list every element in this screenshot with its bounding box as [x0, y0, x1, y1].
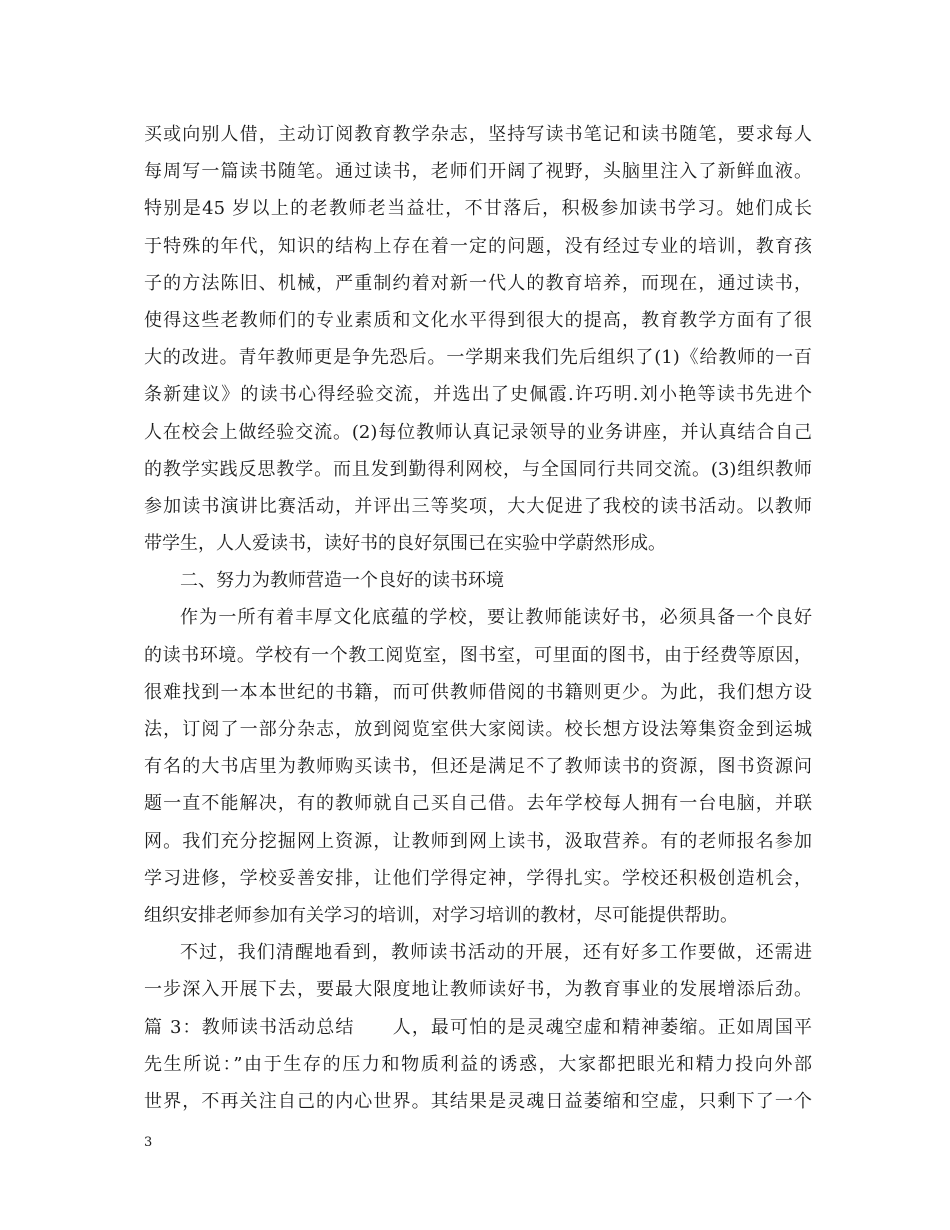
text-line: 组织安排老师参加有关学习的培训，对学习培训的教材，尽可能提供帮助。 — [144, 904, 738, 926]
section-heading: 二、努力为教师营造一个良好的读书环境 — [180, 570, 504, 592]
document-body — [144, 116, 812, 1120]
text-line: 的读书环境。学校有一个教工阅览室，图书室，可里面的图书，由于经费等原因， — [144, 644, 812, 666]
text-line: 参加读书演讲比赛活动，并评出三等奖项，大大促进了我校的读书活动。以教师 — [144, 495, 812, 517]
text-line: 很难找到一本本世纪的书籍，而可供教师借阅的书籍则更少。为此，我们想方设 — [144, 681, 812, 703]
text-line: 有名的大书店里为教师购买读书，但还是满足不了教师读书的资源，图书资源问 — [144, 756, 812, 778]
text-line: 特别是45 岁以上的老教师老当益壮，不甘落后，积极参加读书学习。她们成长 — [144, 198, 812, 220]
text-line: 使得这些老教师们的专业素质和文化水平得到很大的提高，教育教学方面有了很 — [144, 309, 812, 331]
text-line: 篇 3：教师读书活动总结 人，最可怕的是灵魂空虚和精神萎缩。正如周国平 — [144, 1016, 812, 1038]
text-line: 带学生，人人爱读书，读好书的良好氛围已在实验中学蔚然形成。 — [144, 533, 666, 555]
text-line: 一步深入开展下去，要最大限度地让教师读好书，为教育事业的发展增添后劲。 — [144, 979, 812, 1001]
text-line: 大的改进。青年教师更是争先恐后。一学期来我们先后组织了(1)《给教师的一百 — [144, 347, 812, 369]
text-line: 法，订阅了一部分杂志，放到阅览室供大家阅读。校长想方设法筹集资金到运城 — [144, 719, 812, 740]
text-line: 世界，不再关注自己的内心世界。其结果是灵魂日益萎缩和空虚，只剩下了一个 — [144, 1090, 812, 1112]
text-line: 条新建议》的读书心得经验交流，并选出了史佩霞.许巧明.刘小艳等读书先进个 — [144, 384, 812, 406]
text-line: 的教学实践反思教学。而且发到勤得利网校，与全国同行共同交流。(3)组织教师 — [144, 458, 812, 480]
text-line: 学习进修，学校妥善安排，让他们学得定神，学得扎实。学校还积极创造机会， — [144, 867, 812, 889]
text-line: 先生所说：”由于生存的压力和物质利益的诱惑，大家都把眼光和精力投向外部 — [144, 1053, 812, 1075]
text-line: 不过，我们清醒地看到，教师读书活动的开展，还有好多工作要做，还需进 — [180, 942, 812, 964]
page-number: 3 — [144, 1135, 153, 1150]
text-line: 每周写一篇读书随笔。通过读书，老师们开阔了视野，头脑里注入了新鲜血液。 — [144, 161, 812, 183]
text-line: 于特殊的年代，知识的结构上存在着一定的问题，没有经过专业的培训，教育孩 — [144, 235, 812, 257]
text-line: 题一直不能解决，有的教师就自己买自己借。去年学校每人拥有一台电脑，并联 — [144, 793, 812, 815]
text-line: 人在校会上做经验交流。(2)每位教师认真记录领导的业务讲座，并认真结合自己 — [144, 421, 812, 443]
text-line: 买或向别人借，主动订阅教育教学杂志，坚持写读书笔记和读书随笔，要求每人 — [144, 124, 812, 145]
text-line: 子的方法陈旧、机械，严重制约着对新一代人的教育培养，而现在，通过读书， — [144, 272, 812, 294]
text-line: 网。我们充分挖掘网上资源，让教师到网上读书，汲取营养。有的老师报名参加 — [144, 830, 812, 852]
text-line: 作为一所有着丰厚文化底蕴的学校，要让教师能读好书，必须具备一个良好 — [180, 607, 812, 629]
